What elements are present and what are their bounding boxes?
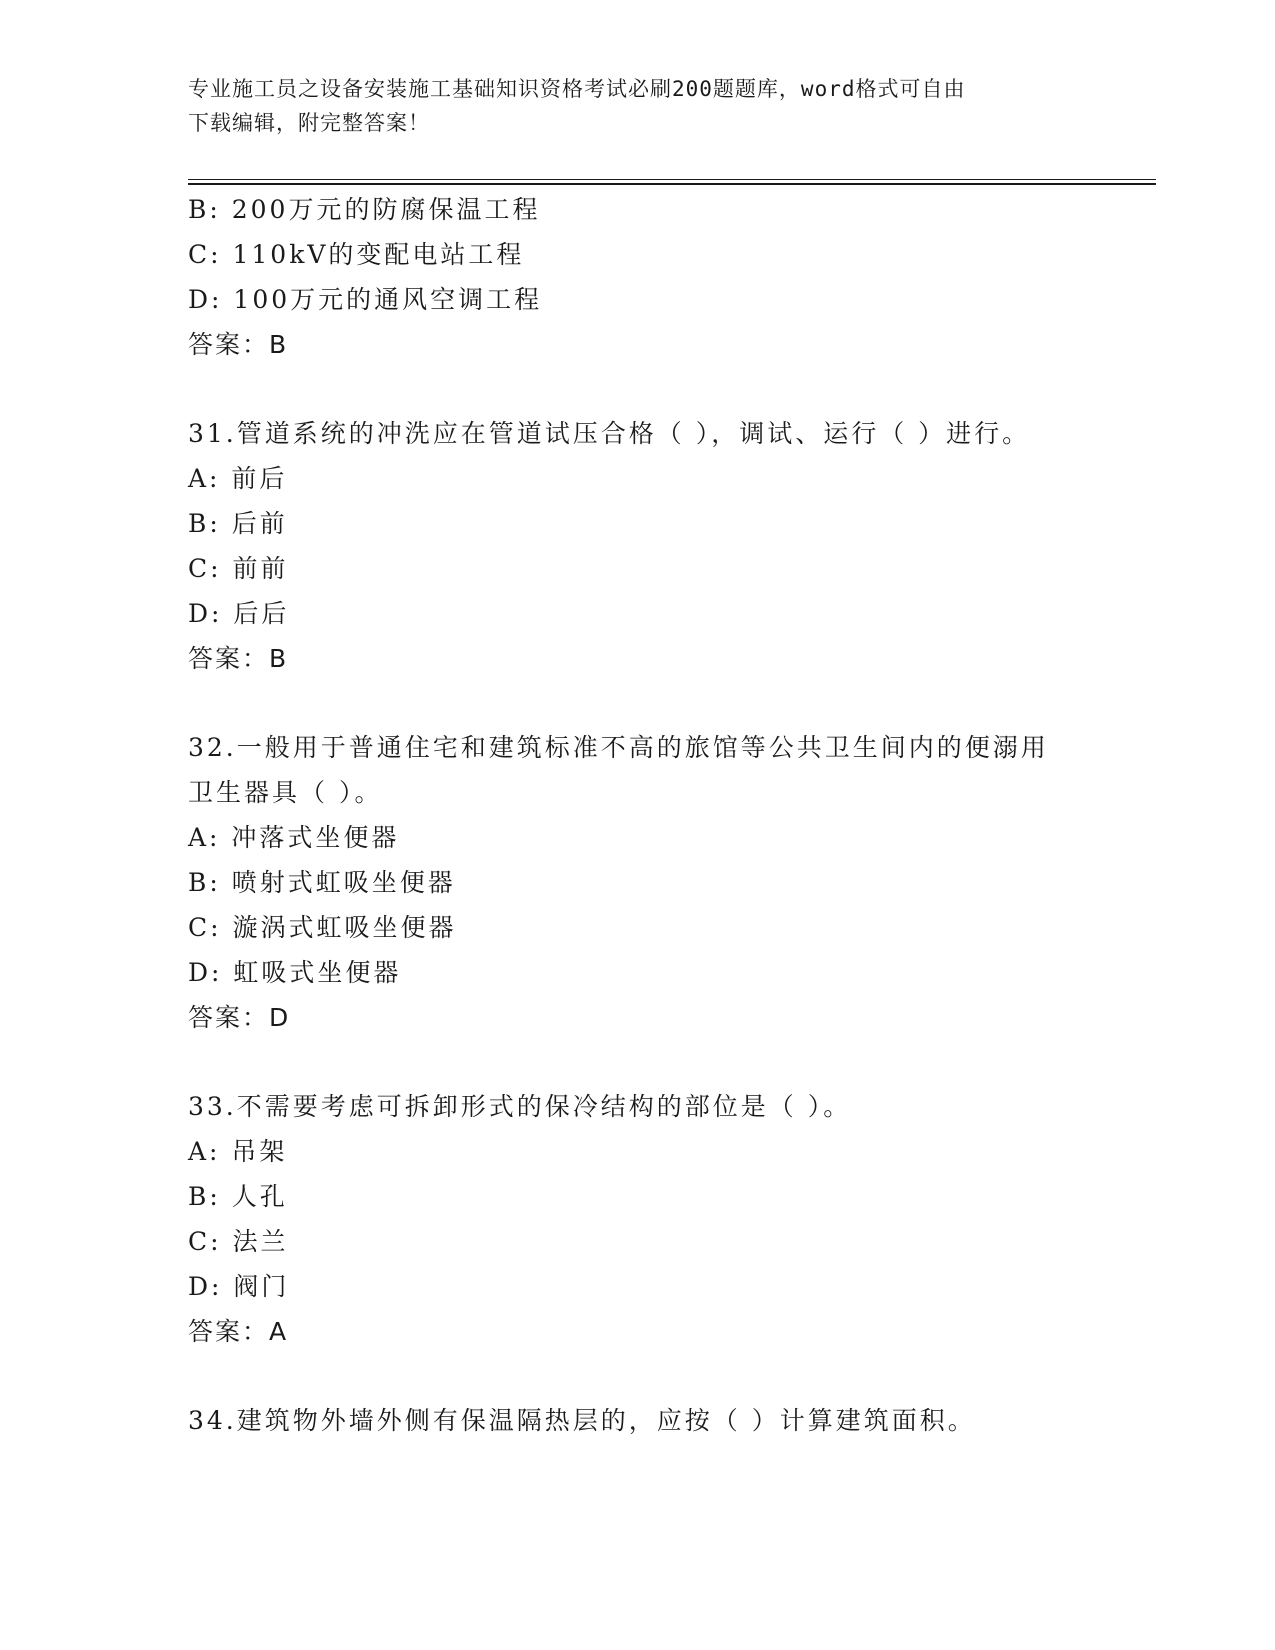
q33-answer: 答案：A <box>188 1317 289 1346</box>
q32-question-line-2: 卫生器具（ ）。 <box>188 778 383 807</box>
q31-question: 31.管道系统的冲洗应在管道试压合格（ ），调试、运行（ ）进行。 <box>188 419 1031 448</box>
header-line-1: 专业施工员之设备安装施工基础知识资格考试必刷200题题库，word格式可自由 <box>188 77 966 101</box>
q31-option-d: D: 后后 <box>188 599 290 628</box>
document-header <box>188 72 1088 140</box>
q30-option-d: D: 100万元的通风空调工程 <box>188 285 543 314</box>
q31-answer: 答案：B <box>188 644 289 673</box>
q30-option-b: B: 200万元的防腐保温工程 <box>188 195 541 224</box>
q32-option-a: A: 冲落式坐便器 <box>188 823 400 852</box>
q33-option-b: B: 人孔 <box>188 1182 288 1211</box>
q32-option-d: D: 虹吸式坐便器 <box>188 958 402 987</box>
q34-question: 34.建筑物外墙外侧有保温隔热层的，应按（ ）计算建筑面积。 <box>188 1406 976 1435</box>
q33-option-a: A: 吊架 <box>188 1137 288 1166</box>
q32-option-b: B: 喷射式虹吸坐便器 <box>188 868 456 897</box>
q32-answer: 答案：D <box>188 1003 291 1032</box>
q31-option-b: B: 后前 <box>188 509 288 538</box>
q32-question-line-1: 32.一般用于普通住宅和建筑标准不高的旅馆等公共卫生间内的便溺用 <box>188 733 1049 762</box>
q33-question: 33.不需要考虑可拆卸形式的保冷结构的部位是（ ）。 <box>188 1092 852 1121</box>
header-divider-thick <box>188 183 1156 185</box>
q32-option-c: C: 漩涡式虹吸坐便器 <box>188 913 457 942</box>
q30-option-c: C: 110kV的变配电站工程 <box>188 240 525 269</box>
q33-option-c: C: 法兰 <box>188 1227 289 1256</box>
q33-option-d: D: 阀门 <box>188 1272 290 1301</box>
q30-answer: 答案：B <box>188 330 289 359</box>
q31-option-c: C: 前前 <box>188 554 289 583</box>
header-line-2: 下载编辑，附完整答案！ <box>188 111 430 135</box>
q31-option-a: A: 前后 <box>188 464 288 493</box>
header-divider-thin <box>188 179 1156 180</box>
